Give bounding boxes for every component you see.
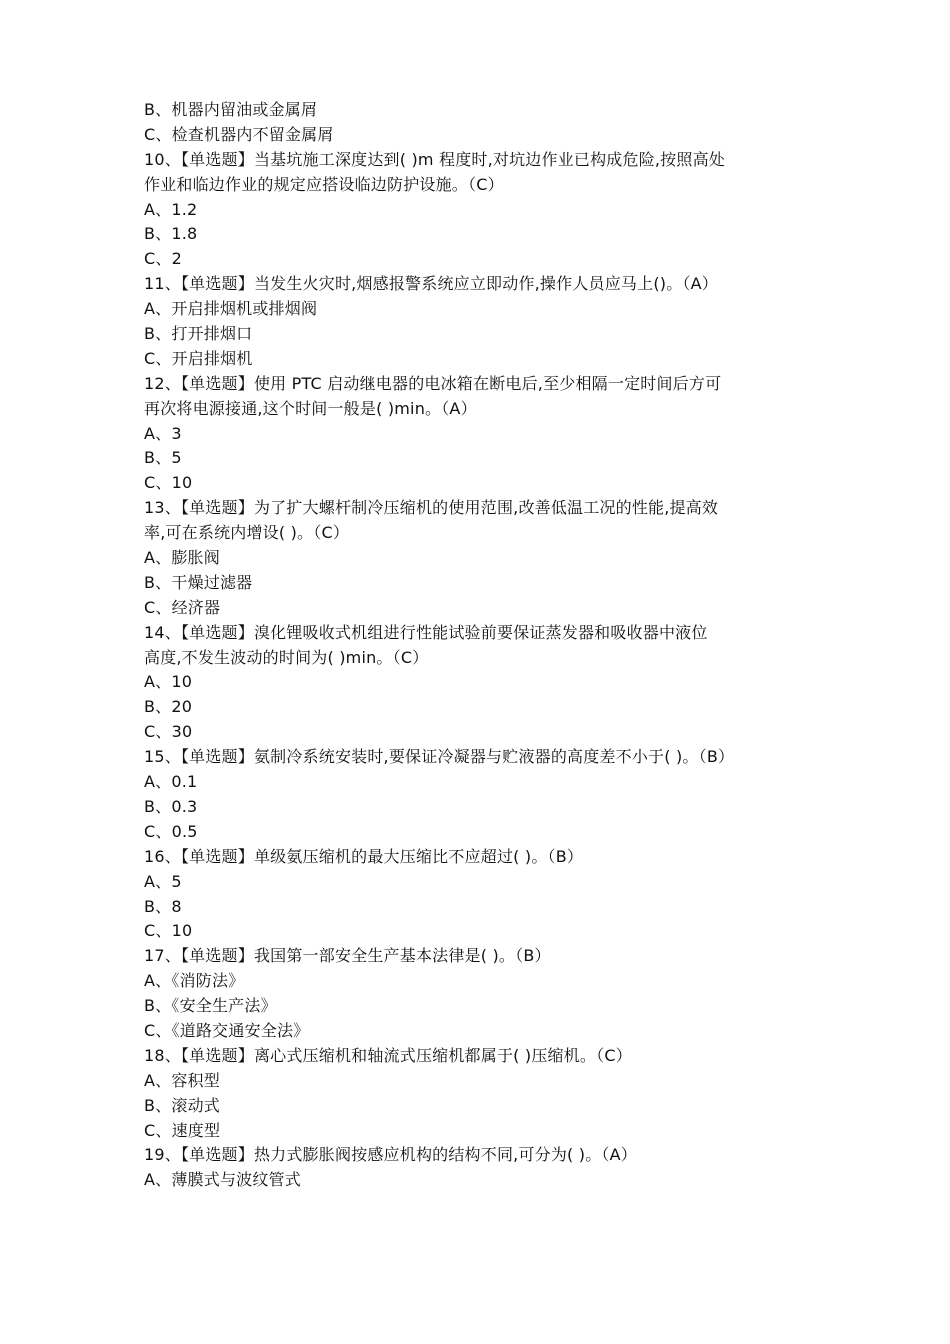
option-line: B、《安全生产法》 xyxy=(144,996,277,1016)
question-line: 18、【单选题】离心式压缩机和轴流式压缩机都属于( )压缩机。（C） xyxy=(144,1045,632,1065)
option-line: B、5 xyxy=(144,448,182,468)
question-line: 14、【单选题】溴化锂吸收式机组进行性能试验前要保证蒸发器和吸收器中液位 xyxy=(144,622,708,642)
option-line: C、开启排烟机 xyxy=(144,348,253,368)
question-line: 17、【单选题】我国第一部安全生产基本法律是( )。（B） xyxy=(144,946,551,966)
option-line: B、20 xyxy=(144,697,193,717)
document-body xyxy=(144,98,812,1193)
option-line: A、《消防法》 xyxy=(144,971,245,991)
question-line: 15、【单选题】氨制冷系统安装时,要保证冷凝器与贮液器的高度差不小于( )。（B） xyxy=(144,747,735,767)
option-line: A、开启排烟机或排烟阀 xyxy=(144,299,318,319)
option-line: C、0.5 xyxy=(144,821,198,841)
option-line: A、膨胀阀 xyxy=(144,548,220,568)
question-line: 11、【单选题】当发生火灾时,烟感报警系统应立即动作,操作人员应马上()。（A） xyxy=(144,274,718,294)
option-line: C、检查机器内不留金属屑 xyxy=(144,124,334,144)
option-line: B、打开排烟口 xyxy=(144,324,253,344)
option-line: B、1.8 xyxy=(144,224,198,244)
option-line: B、滚动式 xyxy=(144,1095,220,1115)
option-line: A、薄膜式与波纹管式 xyxy=(144,1170,301,1190)
option-line: B、机器内留油或金属屑 xyxy=(144,100,318,119)
option-line: A、3 xyxy=(144,423,182,443)
question-line: 13、【单选题】为了扩大螺杆制冷压缩机的使用范围,改善低温工况的性能,提高效 xyxy=(144,498,719,518)
option-line: C、速度型 xyxy=(144,1120,221,1140)
question-line: 作业和临边作业的规定应搭设临边防护设施。（C） xyxy=(144,174,504,194)
question-line: 率,可在系统内增设( )。（C） xyxy=(144,523,350,543)
option-line: C、《道路交通安全法》 xyxy=(144,1020,310,1040)
question-line: 12、【单选题】使用 PTC 启动继电器的电冰箱在断电后,至少相隔一定时间后方可 xyxy=(144,373,722,393)
question-line: 高度,不发生波动的时间为( )min。（C） xyxy=(144,647,429,667)
question-line: 10、【单选题】当基坑施工深度达到( )m 程度时,对坑边作业已构成危险,按照高处 xyxy=(144,149,725,169)
option-line: C、经济器 xyxy=(144,597,221,617)
question-line: 19、【单选题】热力式膨胀阀按感应机构的结构不同,可分为( )。（A） xyxy=(144,1145,637,1165)
option-line: B、干燥过滤器 xyxy=(144,572,253,592)
option-line: B、0.3 xyxy=(144,796,198,816)
option-line: C、30 xyxy=(144,722,193,742)
option-line: A、容积型 xyxy=(144,1070,220,1090)
option-line: B、8 xyxy=(144,896,182,916)
option-line: A、5 xyxy=(144,871,182,891)
option-line: C、10 xyxy=(144,921,193,941)
option-line: A、10 xyxy=(144,672,193,692)
question-line: 再次将电源接通,这个时间一般是( )min。（A） xyxy=(144,398,477,418)
option-line: C、2 xyxy=(144,249,182,269)
option-line: C、10 xyxy=(144,473,193,493)
option-line: A、1.2 xyxy=(144,199,198,219)
option-line: A、0.1 xyxy=(144,772,198,792)
question-line: 16、【单选题】单级氨压缩机的最大压缩比不应超过( )。（B） xyxy=(144,846,584,866)
